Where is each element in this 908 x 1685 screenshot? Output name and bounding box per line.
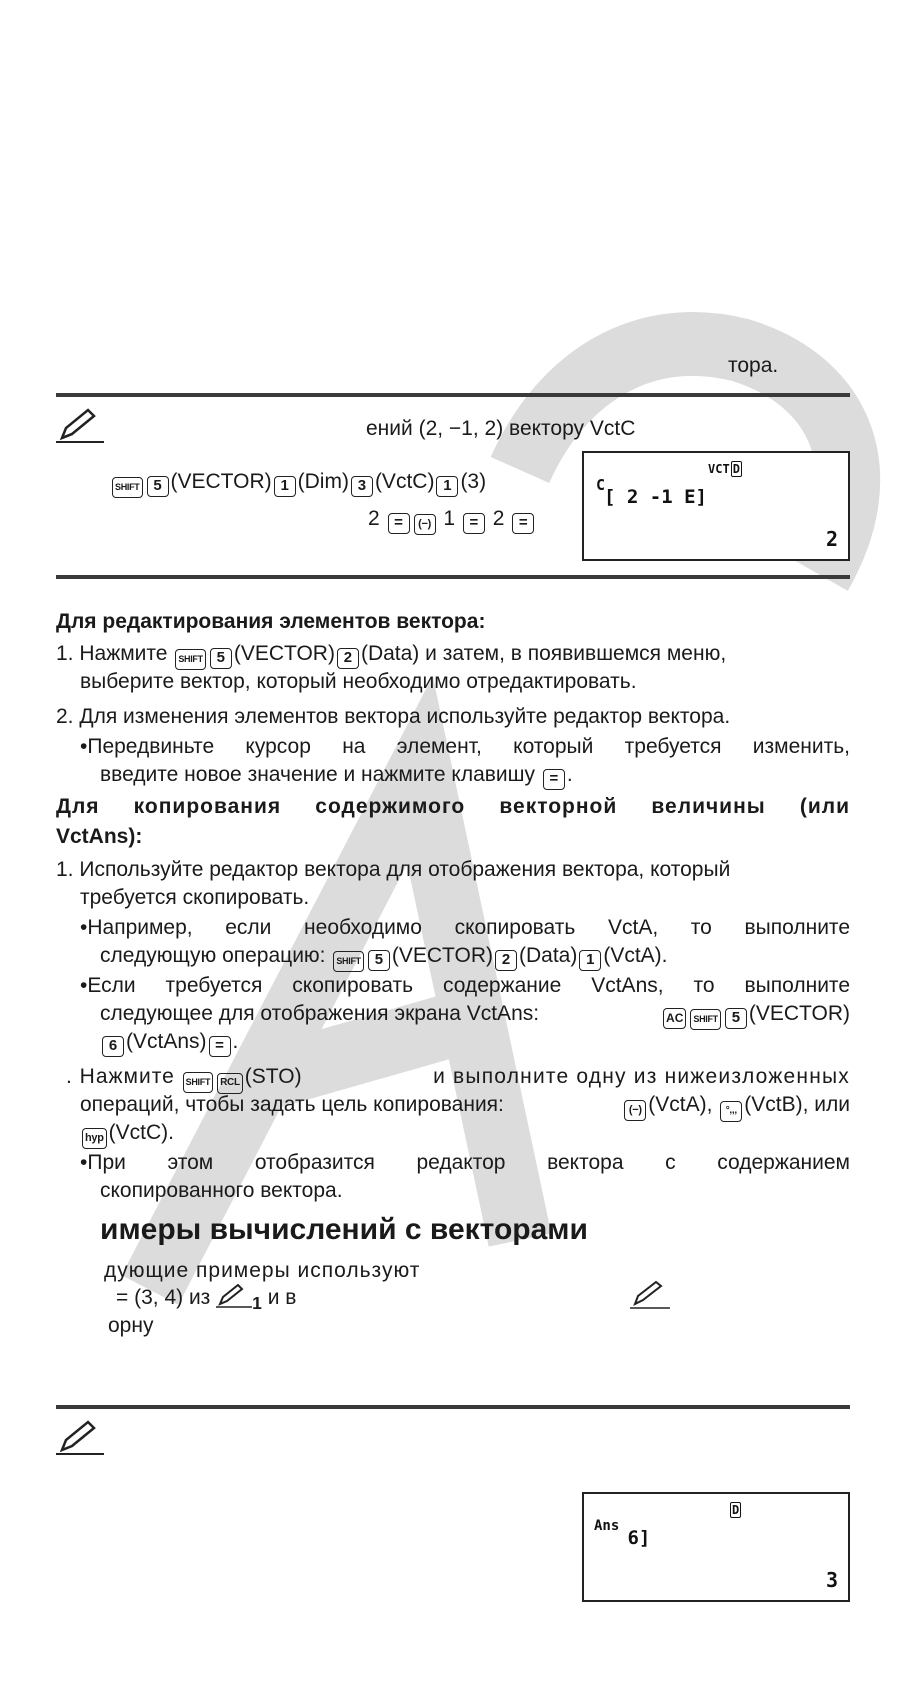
degree-key: °,,, [720, 1101, 742, 1122]
example-title: ений (2, −1, 2) вектору VctC [366, 417, 636, 440]
edit-bullet-cont: введите новое значение и нажмите клавишу = . [100, 761, 573, 790]
copy-heading-cont: VctAns): [56, 825, 143, 848]
edit-step1-cont: выберите вектор, который необходимо отредактировать. [80, 670, 637, 693]
pencil-icon [630, 1280, 670, 1310]
key-3: 3 [351, 476, 373, 497]
copy-bullet2-cont: следующее для отображения экрана VctAns: AC SHIFT 5 (VECTOR) [100, 1000, 850, 1028]
example1-keystrokes-line2 [368, 505, 536, 535]
display-result: 2 [825, 527, 838, 551]
pencil-icon [56, 1420, 104, 1456]
copy-step2: . Нажмите SHIFT RCL (STO) и выполните одну из нижеизложенных [66, 1063, 850, 1094]
negative-key: (−) [414, 514, 436, 535]
shift-key: SHIFT [175, 649, 206, 670]
key-1: 1 [274, 476, 296, 497]
copy-bullet1-cont: следующую операцию: SHIFT 5 (VECTOR) 2 (Data) 1 (VctA). [100, 942, 668, 972]
copy-bullet2: •Если требуется скопировать содержание VctAns, то выполните [80, 974, 850, 997]
divider [56, 1405, 850, 1409]
shift-key: SHIFT [183, 1072, 214, 1093]
rcl-key: RCL [217, 1073, 243, 1094]
display-vector-row: 6] [627, 1527, 651, 1549]
equals-key: = [543, 769, 565, 790]
pencil-subscript: 1 [252, 1293, 262, 1314]
copy-heading: Для копирования содержимого векторной величины (или [56, 795, 850, 818]
display-indicator: VCT D [708, 462, 740, 476]
shift-key: SHIFT [690, 1009, 721, 1030]
key-5: 5 [368, 950, 390, 971]
examples-line1: дующие примеры используют [104, 1259, 421, 1282]
copy-bullet3: •При этом отобразится редактор вектора с содержанием [80, 1151, 850, 1174]
examples-line3: орну [108, 1314, 154, 1337]
key-caption: (3) [460, 470, 487, 493]
copy-step1: 1. Используйте редактор вектора для отображения вектора, который [56, 858, 731, 881]
equals-key: = [463, 513, 485, 534]
digit: 1 [443, 507, 456, 530]
key-2: 2 [337, 648, 359, 669]
top-text-fragment: тора. [728, 354, 779, 377]
examples-line2: = (3, 4) из $_1$ и в [116, 1286, 297, 1314]
key-caption: (VECTOR) [170, 470, 272, 493]
shift-key: SHIFT [333, 951, 364, 972]
copy-step1-cont: требуется скопировать. [80, 886, 310, 909]
display-label: Ans [594, 1518, 620, 1534]
edit-step2: 2. Для изменения элементов вектора используйте редактор вектора. [56, 705, 731, 728]
key-5: 5 [147, 476, 169, 497]
copy-bullet2-cont2: 6 (VctAns) = . [100, 1028, 238, 1057]
key-1: 1 [579, 950, 601, 971]
key-5: 5 [210, 648, 232, 669]
display-label: C [596, 476, 606, 494]
divider [56, 575, 850, 579]
copy-step2-cont: операций, чтобы задать цель копирования: (−) (VctA), °,,, (VctB), или [80, 1091, 850, 1119]
copy-bullet3-cont: скопированного вектора. [100, 1179, 343, 1202]
key-2: 2 [495, 950, 517, 971]
pencil-icon [216, 1284, 252, 1308]
ac-key: AC [663, 1008, 686, 1029]
calculator-display [582, 451, 850, 561]
key-caption: (Dim) [297, 470, 349, 493]
hyp-key: hyp [82, 1128, 107, 1149]
digit: 2 [368, 507, 380, 530]
edit-bullet: •Передвиньте курсор на элемент, который требуется изменить, [80, 735, 850, 758]
equals-key: = [388, 513, 410, 534]
example1-keystrokes-line1 [110, 468, 486, 498]
equals-key: = [209, 1036, 231, 1057]
key-1: 1 [436, 476, 458, 497]
key-5: 5 [725, 1008, 747, 1029]
display-result: 3 [825, 1568, 838, 1592]
edit-step1: 1. Нажмите SHIFT 5 (VECTOR) 2 (Data) и затем, в появившемся меню, [56, 640, 726, 670]
digit: 2 [492, 507, 505, 530]
copy-step2-cont2: hyp (VctC). [80, 1119, 174, 1149]
display-indicator: D [732, 1503, 740, 1517]
edit-heading: Для редактирования элементов вектора: [56, 610, 486, 633]
shift-key: SHIFT [112, 477, 143, 498]
divider [56, 393, 850, 397]
copy-bullet1: •Например, если необходимо скопировать VctA, то выполните [80, 916, 850, 939]
display-vector-row: [ 2 -1 E] [604, 486, 707, 508]
calculator-display [582, 1492, 850, 1602]
key-caption: (VctC) [374, 470, 435, 493]
key-6: 6 [102, 1036, 124, 1057]
pencil-icon [56, 408, 104, 444]
equals-key: = [512, 513, 534, 534]
examples-heading: имеры вычислений с векторами [100, 1213, 588, 1246]
negative-key: (−) [624, 1100, 646, 1121]
